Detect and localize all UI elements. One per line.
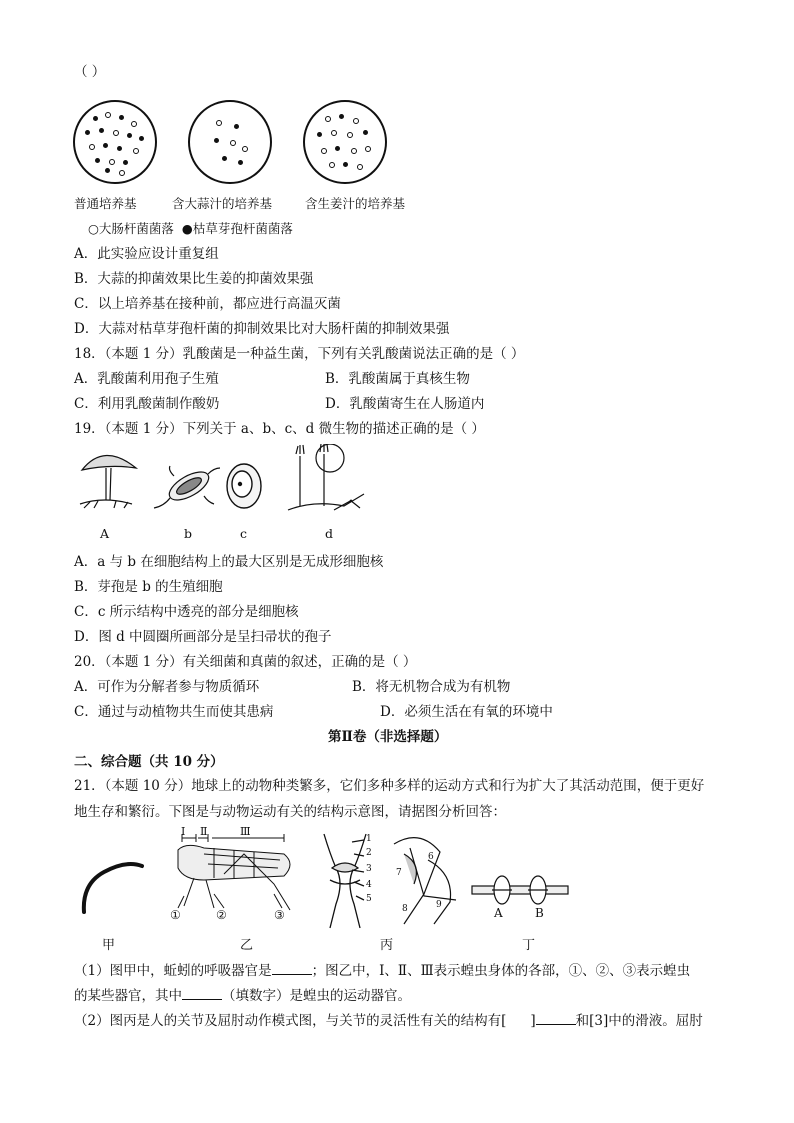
bone-muscle-drawing bbox=[472, 876, 568, 904]
fig-label-c: c bbox=[240, 526, 248, 541]
grasshopper-drawing bbox=[178, 834, 290, 910]
filled-circle-icon: ● bbox=[181, 221, 193, 236]
petri-dish-normal bbox=[73, 100, 157, 184]
q20-stem: 20．（本题 1 分）有关细菌和真菌的叙述，正确的是（ ） bbox=[74, 654, 417, 670]
petri-dish-ginger bbox=[303, 100, 387, 184]
arm-number-6: 6 bbox=[428, 852, 434, 862]
petri-dish-garlic bbox=[188, 100, 272, 184]
legend-open-label: 大肠杆菌菌落 bbox=[98, 221, 174, 236]
microorganism-figure bbox=[74, 444, 374, 524]
earthworm-drawing bbox=[84, 864, 142, 912]
q21-stem-line1: 21．（本题 10 分）地球上的动物种类繁多，它们多种多样的运动方式和行为扩大了其活动范围，便于更好 bbox=[74, 778, 705, 794]
grasshopper-organ-1: ① bbox=[170, 908, 181, 922]
q21-sub2-line1 bbox=[74, 1010, 703, 1031]
bone-label-a: A bbox=[494, 906, 503, 920]
dish-label-normal: 普通培养基 bbox=[74, 196, 137, 211]
fig-label-bing: 丙 bbox=[380, 938, 394, 953]
fig-label-yi: 乙 bbox=[240, 938, 254, 953]
q20-option-d: D．必须生活在有氧的环境中 bbox=[380, 704, 553, 720]
q19-option-d: D．图 d 中圆圈所画部分是呈扫帚状的孢子 bbox=[74, 629, 332, 645]
yeast-drawing bbox=[227, 464, 261, 508]
arm-number-9: 9 bbox=[436, 900, 442, 910]
answer-blank[interactable] bbox=[182, 985, 222, 1000]
q17-option-c: C．以上培养基在接种前，都应进行高温灭菌 bbox=[74, 296, 341, 312]
joint-number-3: 3 bbox=[366, 864, 372, 874]
q18-option-a: A．乳酸菌利用孢子生殖 bbox=[74, 371, 219, 387]
q21-sub2-text-c: 和[3]中的滑液。屈肘 bbox=[575, 1013, 703, 1029]
dish-label-garlic: 含大蒜汁的培养基 bbox=[172, 196, 273, 211]
penicillium-drawing bbox=[288, 444, 364, 510]
arm-number-8: 8 bbox=[402, 904, 408, 914]
q21-sub1-text-a: （1）图甲中，蚯蚓的呼吸器官是 bbox=[74, 963, 272, 979]
q21-stem-line2: 地生存和繁衍。下图是与动物运动有关的结构示意图，请据图分析回答： bbox=[74, 804, 506, 820]
joint-number-5: 5 bbox=[366, 894, 372, 904]
q18-option-d: D．乳酸菌寄生在人肠道内 bbox=[325, 396, 485, 412]
section2-title: 二、综合题（共 10 分） bbox=[74, 754, 224, 770]
q21-sub1-text-c: 的某些器官，其中 bbox=[74, 988, 182, 1004]
q20-option-b: B．将无机物合成为有机物 bbox=[352, 679, 511, 695]
fig-label-b: b bbox=[184, 526, 193, 541]
q17-stem-tail: （ ） bbox=[74, 64, 106, 80]
q20-option-a: A．可作为分解者参与物质循环 bbox=[74, 679, 260, 695]
q19-stem: 19．（本题 1 分）下列关于 a、b、c、d 微生物的描述正确的是（ ） bbox=[74, 421, 485, 437]
bacterium-drawing bbox=[154, 466, 220, 508]
q18-stem: 18．（本题 1 分）乳酸菌是一种益生菌，下列有关乳酸菌说法正确的是（ ） bbox=[74, 346, 525, 362]
answer-blank[interactable] bbox=[536, 1010, 576, 1025]
open-circle-icon: ○ bbox=[88, 221, 99, 236]
legend-filled-label: 枯草芽孢杆菌菌落 bbox=[192, 221, 293, 236]
arm-number-7: 7 bbox=[396, 868, 402, 878]
q21-sub1-text-b: ；图乙中，Ⅰ、Ⅱ、Ⅲ表示蝗虫身体的各部，①、②、③表示蝗虫 bbox=[311, 963, 691, 979]
fig-label-a: A bbox=[100, 526, 110, 541]
joint-number-4: 4 bbox=[366, 880, 372, 890]
q17-option-b: B．大蒜的抑菌效果比生姜的抑菌效果强 bbox=[74, 271, 314, 287]
q19-option-c: C．c 所示结构中透亮的部分是细胞核 bbox=[74, 604, 299, 620]
grasshopper-organ-2: ② bbox=[216, 908, 227, 922]
fig-label-ding: 丁 bbox=[522, 938, 536, 953]
q21-sub2-text-b: ] bbox=[530, 1013, 536, 1029]
q21-sub1-text-d: （填数字）是蝗虫的运动器官。 bbox=[222, 988, 411, 1004]
bone-label-b: B bbox=[535, 906, 544, 920]
q17-option-a: A．此实验应设计重复组 bbox=[74, 246, 219, 262]
fig-label-d: d bbox=[325, 526, 334, 541]
q19-option-a: A．a 与 b 在细胞结构上的最大区别是无成形细胞核 bbox=[74, 554, 384, 570]
dish-label-ginger: 含生姜汁的培养基 bbox=[305, 196, 406, 211]
grasshopper-part-2: Ⅱ bbox=[200, 825, 208, 838]
mushroom-drawing bbox=[80, 455, 136, 508]
q21-sub1-line2 bbox=[74, 985, 411, 1006]
q20-option-c: C．通过与动植物共生而使其患病 bbox=[74, 704, 274, 720]
grasshopper-organ-3: ③ bbox=[274, 908, 285, 922]
q19-option-b: B．芽孢是 b 的生殖细胞 bbox=[74, 579, 223, 595]
joint-drawing bbox=[324, 834, 366, 928]
joint-number-1: 1 bbox=[366, 834, 372, 844]
part2-title: 第Ⅱ卷（非选择题） bbox=[328, 729, 448, 745]
q18-option-b: B．乳酸菌属于真核生物 bbox=[325, 371, 470, 387]
answer-blank[interactable] bbox=[272, 960, 312, 975]
q21-sub1-line1 bbox=[74, 960, 690, 981]
grasshopper-part-1: Ⅰ bbox=[181, 825, 186, 838]
q17-option-d: D．大蒜对枯草芽孢杆菌的抑制效果比对大肠杆菌的抑制效果强 bbox=[74, 321, 450, 337]
q18-option-c: C．利用乳酸菌制作酸奶 bbox=[74, 396, 220, 412]
joint-number-2: 2 bbox=[366, 848, 372, 858]
fig-label-jia: 甲 bbox=[102, 938, 116, 953]
legend bbox=[88, 219, 293, 237]
q21-sub2-text-a: （2）图丙是人的关节及屈肘动作模式图，与关节的灵活性有关的结构有[ bbox=[74, 1013, 507, 1029]
grasshopper-part-3: Ⅲ bbox=[240, 825, 251, 838]
